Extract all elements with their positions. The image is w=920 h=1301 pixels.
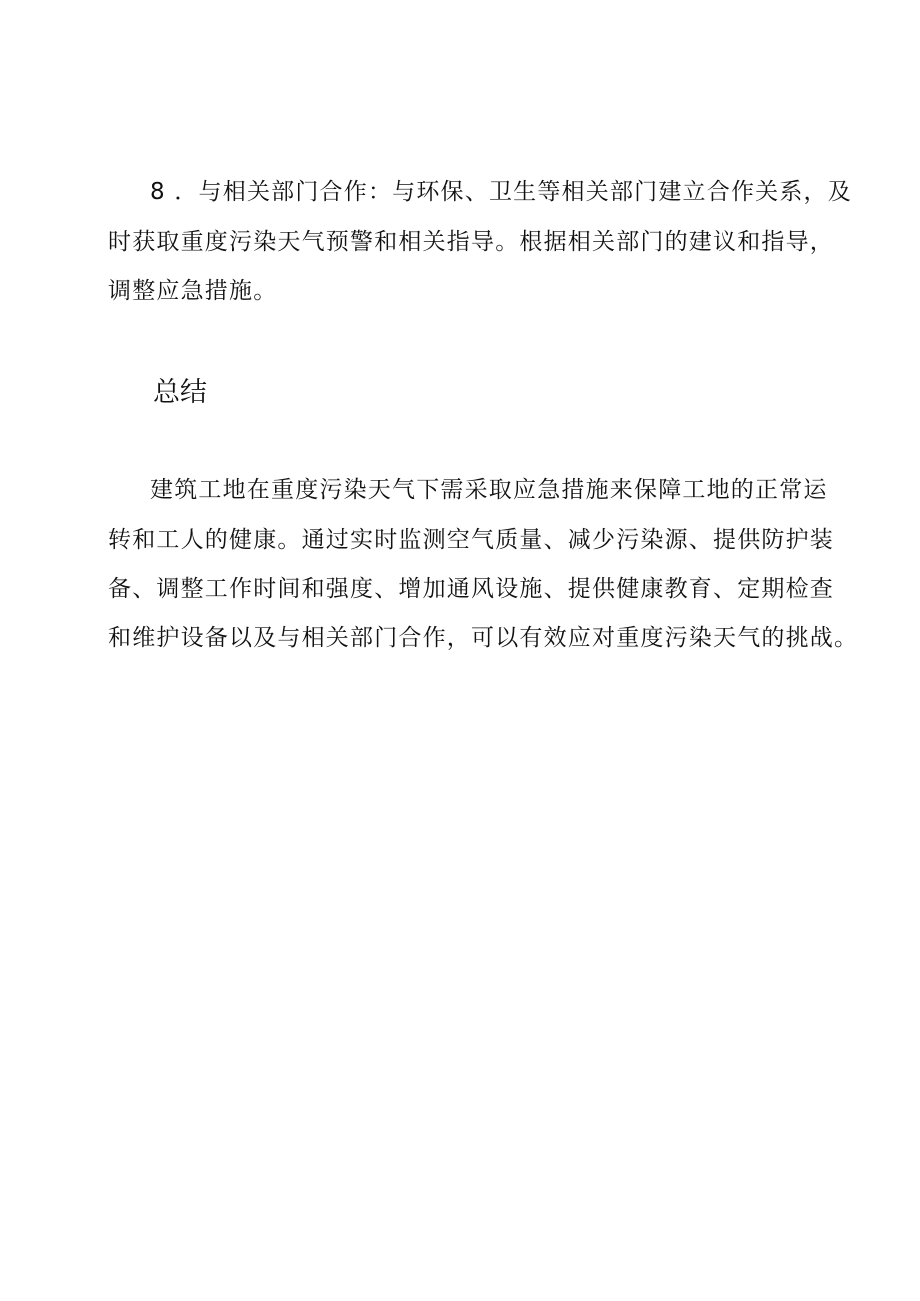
item-8-line-3: 调整应急措施。 bbox=[108, 278, 278, 304]
summary-line-4: 和维护设备以及与相关部门合作，可以有效应对重度污染天气的挑战。 bbox=[108, 625, 859, 651]
summary-line-3: 备、调整工作时间和强度、增加通风设施、提供健康教育、定期检查 bbox=[108, 576, 834, 602]
item-8-line-2: 时获取重度污染天气预警和相关指导。根据相关部门的建议和指导， bbox=[108, 229, 834, 255]
summary-heading: 总结 bbox=[153, 377, 207, 408]
item-8-line-1: 8 ．与相关部门合作：与环保、卫生等相关部门建立合作关系，及 bbox=[150, 179, 852, 205]
summary-line-1: 建筑工地在重度污染天气下需采取应急措施来保障工地的正常运 bbox=[150, 477, 828, 503]
summary-line-2: 转和工人的健康。通过实时监测空气质量、减少污染源、提供防护装 bbox=[108, 527, 834, 553]
